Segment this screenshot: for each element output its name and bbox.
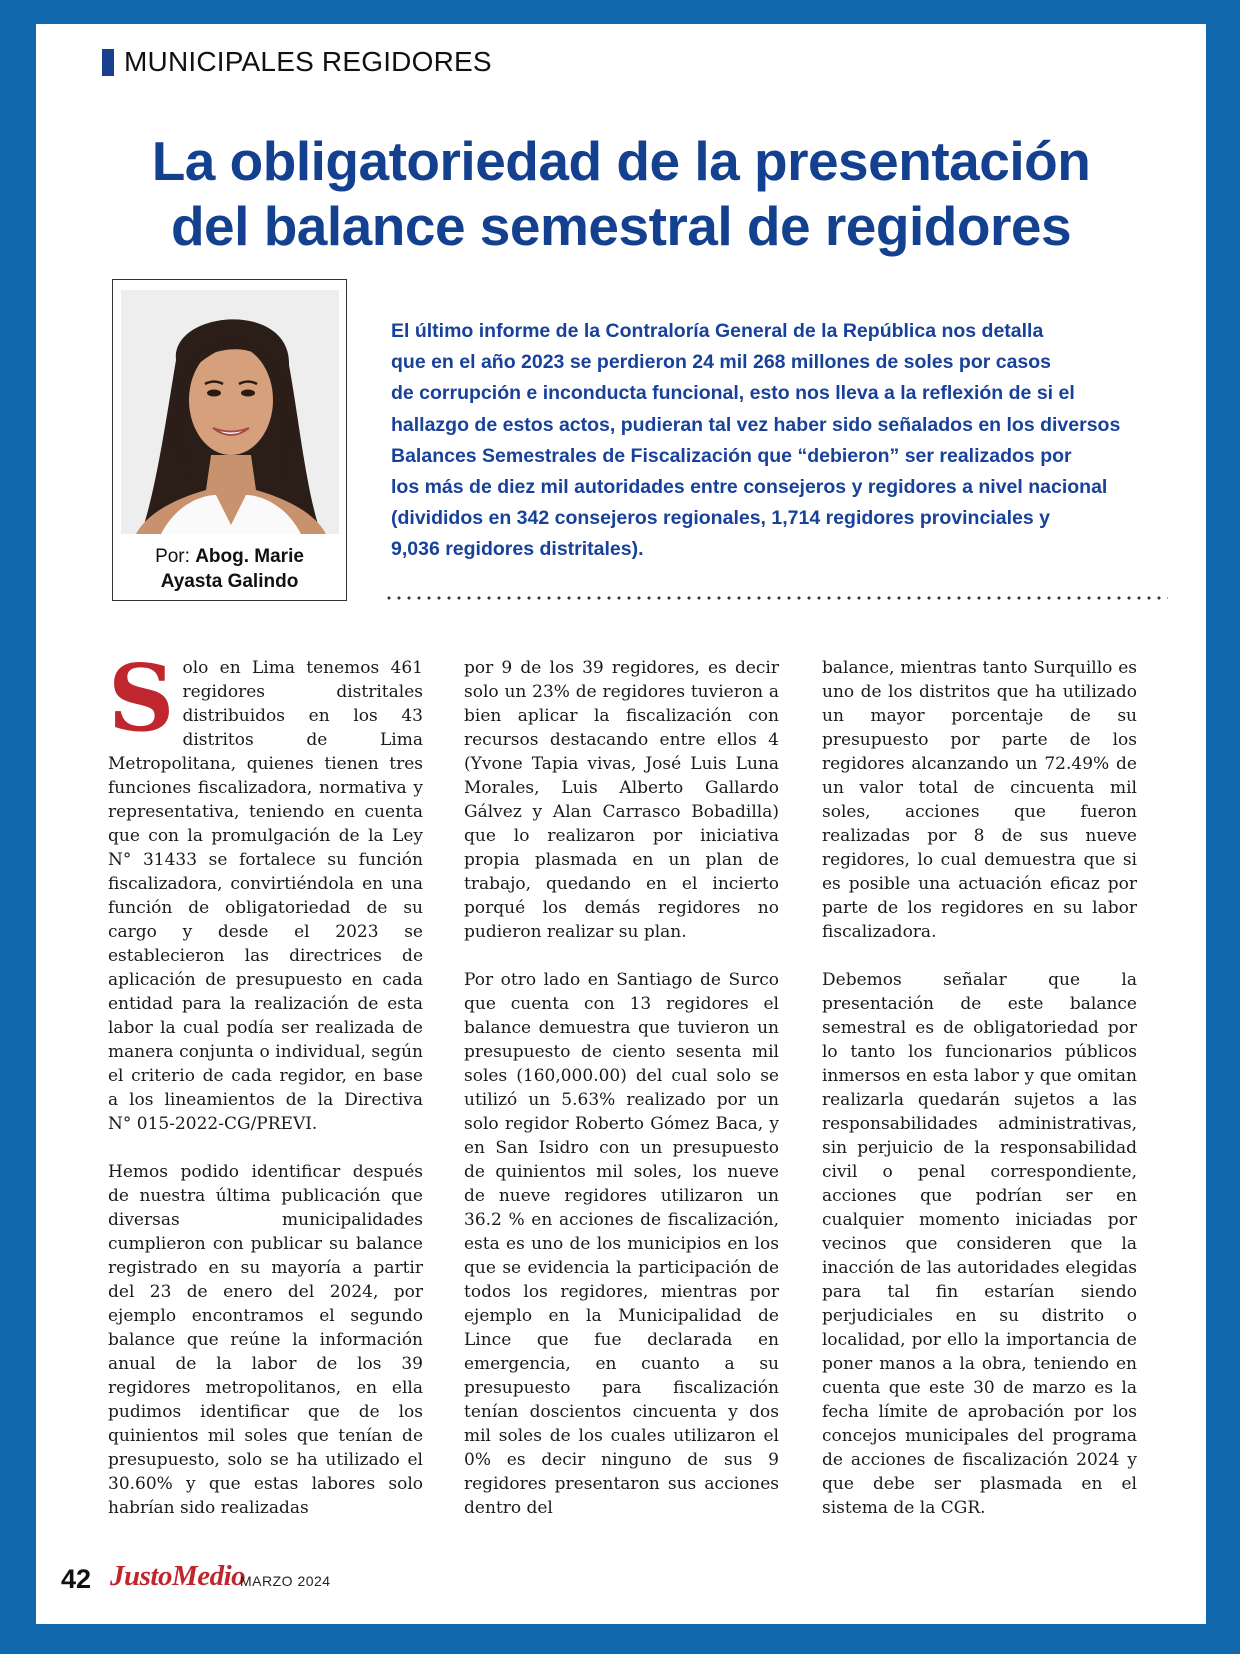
lead-line: 9,036 regidores distritales).: [391, 538, 644, 561]
lead-line: El último informe de la Contraloría General de la República nos detalla: [391, 320, 1044, 342]
body-paragraph: Debemos señalar que la presentación de este balance semestral es de obligatoriedad por lo tanto los funcionarios públicos inmersos en esta labor y que omitan realizarla quedarán sujetos a las responsabilidades administrativas, sin perjuicio de la responsabilidad civil o penal correspondiente, acciones que podrían ser en cualquier momento iniciadas por vecinos que consideren que la inacción de las autoridades elegidas para tal fin estarían siendo perjudiciales en su distrito o localidad, por ello la importancia de poner manos a la obra, teniendo en cuenta que este 30 de marzo es la fecha límite de aprobación por los concejos municipales del programa de acciones de fiscalización 2024 y que debe ser plasmada en el sistema de la CGR.: [822, 970, 1137, 1518]
lead-paragraph: [391, 316, 1136, 566]
lead-line: de corrupción e inconducta funcional, esto nos lleva a la reflexión de si el: [391, 382, 1075, 405]
drop-cap: S: [108, 644, 175, 752]
body-paragraph: por 9 de los 39 regidores, es decir solo un 23% de regidores tuvieron a bien aplicar la fiscalización con recursos destacando entre ellos 4 (Yvone Tapia vivas, José Luis Luna Morales, Luis Alberto Gallardo Gálvez y Alan Carrasco Bobadilla) que lo realizaron por iniciativa propia plasmada en un plan de trabajo, quedando en el incierto porqué los demás regidores no pudieron realizar su plan.: [464, 658, 779, 942]
section-label: MUNICIPALES REGIDORES: [124, 46, 492, 77]
body-paragraph: [108, 644, 423, 1136]
lead-line: que en el año 2023 se perdieron 24 mil 268 millones de soles por casos: [391, 351, 1052, 374]
publication-logo: JustoMedio: [110, 1560, 246, 1592]
body-paragraph: balance, mientras tanto Surquillo es uno de los distritos que ha utilizado un mayor porcentaje de su presupuesto por parte de los regidores alcanzando un 72.49% de un valor total de cincuenta mil soles, acciones que fueron realizadas por 8 de sus nueve regidores, lo cual demuestra que si es posible una actuación eficaz por parte de los regidores en su labor fiscalizadora.: [822, 658, 1137, 942]
author-name-line-1: Abog. Marie: [195, 546, 304, 567]
page-title: [36, 129, 1206, 259]
article-column-2: [464, 656, 779, 1544]
author-portrait-illustration: [121, 290, 339, 534]
body-paragraph: Por otro lado en Santiago de Surco que cuenta con 13 regidores el balance demuestra que tuvieron un presupuesto de ciento sesenta mil soles (160,000.00) del cual solo se utilizó un 5.63% realizado por un solo regidor Roberto Gómez Baca, y en San Isidro con un presupuesto de quinientos mil soles, los nueve de nueve regidores utilizaron un 36.2 % en acciones de fiscalización, esta es uno de los municipios en los que se evidencia la participación de todos los regidores, mientras por ejemplo en la Municipalidad de Lince que fue declarada en emergencia, en cuanto a su presupuesto para fiscalización tenían doscientos cincuenta y dos mil soles de los cuales utilizaron el 0% es decir ninguno de sus 9 regidores presentaron sus acciones dentro del: [464, 970, 779, 1518]
paragraph-text: olo en Lima tenemos 461 regidores distritales distribuidos en los 43 distritos de Lima Metropolitana, quienes tienen tres funciones fiscalizadora, normativa y representativa, teniendo en cuenta que con la promulgación de la Ley N° 31433 se fortalece su función fiscalizadora, convirtiéndola en una función de obligatoriedad de su cargo y desde el 2023 se establecieron las directrices de aplicación de presupuesto en cada entidad para la realización de esta labor la cual podía ser realizada de manera conjunta o individual, según el criterio de cada regidor, en base a los lineamientos de la Directiva N° 015-2022-CG/PREVI.: [108, 658, 423, 1134]
lead-line: (divididos en 342 consejeros regionales, 1,714 regidores provinciales y: [391, 507, 1050, 530]
lead-line: hallazgo de estos actos, pudieran tal vez haber sido señalados en los diversos: [391, 413, 1121, 436]
article-column-3: [822, 656, 1137, 1544]
author-prefix: Por:: [155, 546, 196, 567]
author-photo: [121, 290, 339, 534]
title-line-2: del balance semestral de regidores: [170, 195, 1072, 257]
section-marker: [102, 49, 114, 76]
magazine-page: [36, 24, 1206, 1624]
page-number: 42: [61, 1564, 92, 1594]
article-column-1: [108, 644, 423, 1544]
author-byline: [113, 544, 346, 594]
title-line-1: La obligatoriedad de la presentación: [151, 130, 1091, 192]
author-box: [112, 279, 347, 601]
lead-line: Balances Semestrales de Fiscalización que “debieron” ser realizados por: [391, 444, 1072, 467]
dotted-divider: [384, 596, 1168, 600]
author-name-line-2: Ayasta Galindo: [160, 571, 299, 592]
body-paragraph: Hemos podido identificar después de nuestra última publicación que diversas municipalidades cumplieron con publicar su balance registrado en su mayoría a partir del 23 de enero del 2024, por ejemplo encontramos el segundo balance que reúne la información anual de la labor de los 39 regidores metropolitanos, en ella pudimos identificar que de los quinientos mil soles que tenían de presupuesto, solo se ha utilizado el 30.60% y que estas labores solo habrían sido realizadas: [108, 1162, 423, 1518]
lead-line: los más de diez mil autoridades entre consejeros y regidores a nivel nacional: [391, 476, 1108, 499]
issue-date: MARZO 2024: [240, 1573, 331, 1589]
